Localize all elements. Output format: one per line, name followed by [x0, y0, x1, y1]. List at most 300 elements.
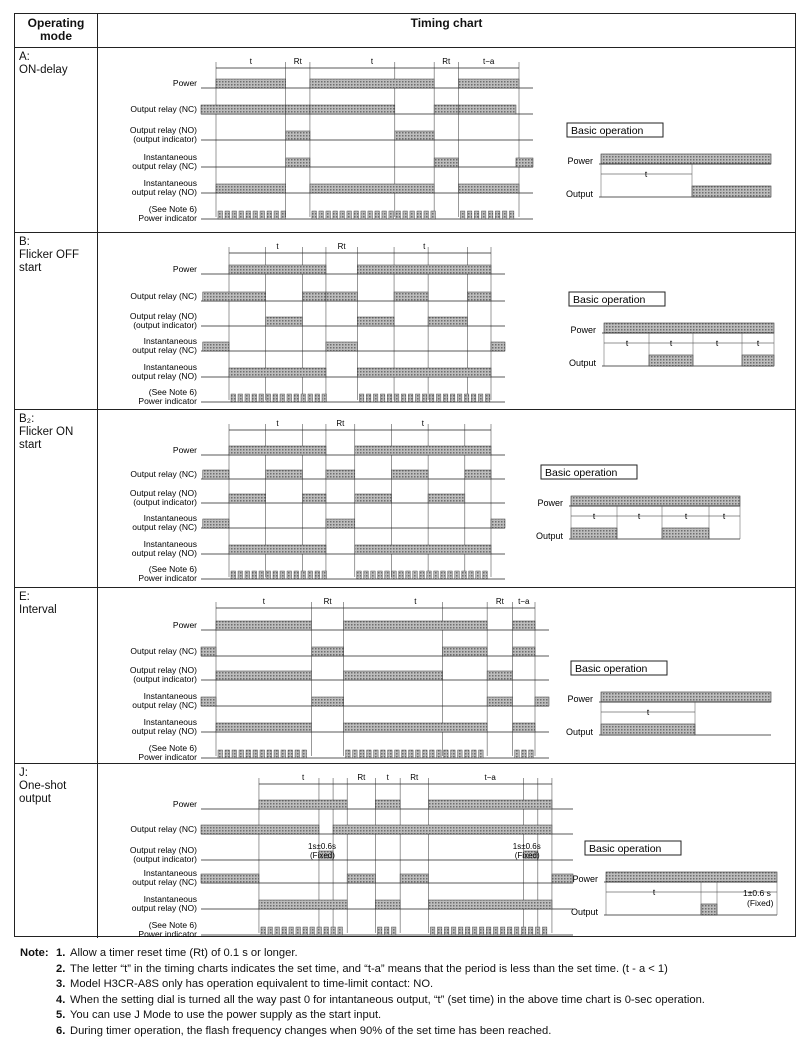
signal-pulse [312, 697, 344, 706]
power-indicator-flash [310, 927, 315, 935]
power-indicator-flash [394, 394, 399, 402]
signal-pulse [216, 671, 312, 680]
power-indicator-flash [385, 571, 390, 579]
power-indicator-flash [360, 750, 365, 758]
signal-pulse [259, 900, 347, 909]
fixed-label: (Fixed) [514, 851, 540, 860]
basic-time-label: t [652, 887, 656, 897]
reset-time-label: Rt [357, 773, 366, 782]
signal-pulse [229, 265, 326, 274]
power-indicator-flash [340, 211, 345, 219]
basic-power-bar [601, 154, 771, 164]
power-indicator-flash [422, 394, 427, 402]
signal-pulse [344, 723, 488, 732]
signal-pulse [394, 292, 428, 301]
signal-label: Power indicator [138, 573, 197, 583]
power-indicator-flash [493, 927, 498, 935]
signal-label: Power [172, 799, 197, 809]
signal-pulse [310, 105, 395, 114]
power-indicator-flash [338, 927, 343, 935]
basic-power-label: Power [572, 874, 598, 884]
power-indicator-flash [424, 211, 429, 219]
signal-pulse [266, 317, 303, 326]
signal-pulse [428, 494, 465, 503]
signal-pulse [513, 621, 535, 630]
power-indicator-flash [377, 927, 382, 935]
power-indicator-flash [239, 211, 244, 219]
signal-pulse [552, 874, 573, 883]
basic-power-label: Power [567, 156, 593, 166]
signal-pulse [434, 105, 458, 114]
power-indicator-flash [308, 394, 313, 402]
power-indicator-flash [464, 394, 469, 402]
power-indicator-flash [542, 927, 547, 935]
power-indicator-flash [245, 571, 250, 579]
power-indicator-flash [380, 394, 385, 402]
basic-power-label: Power [537, 498, 563, 508]
power-indicator-flash [410, 211, 415, 219]
basic-operation-title: Basic operation [545, 467, 618, 479]
power-indicator-flash [252, 571, 257, 579]
power-indicator-flash [308, 571, 313, 579]
power-indicator-flash [409, 750, 414, 758]
power-indicator-flash [522, 750, 527, 758]
signal-pulse [286, 105, 310, 114]
power-indicator-flash [434, 571, 439, 579]
signal-label: Output relay (NC) [130, 104, 197, 114]
power-indicator-flash [218, 750, 223, 758]
header-operating-mode: Operating mode [15, 14, 98, 48]
power-indicator-flash [319, 211, 324, 219]
signal-label: output relay (NC) [132, 522, 197, 532]
power-indicator-flash [301, 571, 306, 579]
power-indicator-flash [415, 394, 420, 402]
signal-label: Instantaneous [143, 178, 197, 188]
power-indicator-flash [502, 211, 507, 219]
header-timing-chart: Timing chart [98, 14, 795, 48]
power-indicator-flash [437, 750, 442, 758]
power-indicator-flash [382, 211, 387, 219]
signal-pulse [491, 519, 505, 528]
power-indicator-flash [266, 571, 271, 579]
basic-time-label: t [646, 707, 650, 717]
signal-label: (output indicator) [133, 497, 197, 507]
basic-output-label: Output [565, 189, 593, 199]
basic-time-label: t [722, 511, 726, 521]
power-indicator-flash [451, 750, 456, 758]
signal-label: Output relay (NC) [130, 291, 197, 301]
signal-pulse [428, 317, 467, 326]
power-indicator-flash [500, 927, 505, 935]
power-indicator-flash [225, 750, 230, 758]
signal-label: (output indicator) [133, 854, 197, 864]
basic-output-pulse [649, 355, 693, 366]
power-indicator-flash [514, 927, 519, 935]
set-time-label: t [262, 597, 265, 606]
power-indicator-flash [535, 927, 540, 935]
power-indicator-flash [366, 394, 371, 402]
signal-pulse [310, 184, 434, 193]
power-indicator-flash [462, 571, 467, 579]
power-indicator-flash [374, 750, 379, 758]
basic-time-label: t [637, 511, 641, 521]
signal-label: Instantaneous [143, 717, 197, 727]
basic-operation-title: Basic operation [575, 663, 648, 675]
signal-pulse [216, 79, 286, 88]
timing-chart-table [14, 13, 796, 937]
signal-pulse [428, 900, 552, 909]
basic-power-bar [571, 496, 740, 506]
signal-pulse [229, 494, 266, 503]
signal-label: Power [172, 78, 197, 88]
signal-pulse [302, 292, 326, 301]
power-indicator-flash [259, 571, 264, 579]
power-indicator-flash [268, 927, 273, 935]
power-indicator-flash [444, 927, 449, 935]
signal-label: (output indicator) [133, 674, 197, 684]
signal-pulse [355, 494, 392, 503]
basic-power-bar [601, 692, 771, 702]
signal-label: (See Note 6) [148, 743, 197, 753]
power-indicator-flash [486, 927, 491, 935]
mode-name: ON-delay [19, 64, 68, 76]
signal-pulse [229, 446, 326, 455]
signal-label: (See Note 6) [148, 387, 197, 397]
timing-diagram-j [99, 764, 796, 937]
power-indicator-flash [443, 394, 448, 402]
set-time-label: t [386, 773, 389, 782]
signal-pulse [458, 105, 516, 114]
power-indicator-flash [472, 927, 477, 935]
signal-label: output relay (NC) [132, 700, 197, 710]
power-indicator-flash [483, 571, 488, 579]
signal-label: (See Note 6) [148, 920, 197, 930]
signal-pulse [286, 131, 310, 140]
power-indicator-flash [267, 211, 272, 219]
mode-cell-e [15, 588, 98, 763]
power-indicator-flash [430, 927, 435, 935]
signal-label: Instantaneous [143, 539, 197, 549]
note-item: 4. When the setting dial is turned all the way past 0 for intantaneous output, “t” (set time) in the above time chart is 0-sec operation. [56, 993, 705, 1006]
power-indicator-flash [465, 750, 470, 758]
power-indicator-flash [280, 394, 285, 402]
basic-output-label: Output [535, 531, 563, 541]
signal-pulse [326, 292, 357, 301]
power-indicator-flash [476, 571, 481, 579]
power-indicator-flash [402, 750, 407, 758]
power-indicator-flash [401, 394, 406, 402]
power-indicator-flash [457, 394, 462, 402]
power-indicator-flash [529, 750, 534, 758]
basic-output-pulse [742, 355, 774, 366]
set-time-label: t−a [484, 773, 496, 782]
basic-power-bar [604, 323, 774, 333]
signal-pulse [400, 874, 428, 883]
signal-pulse [344, 621, 488, 630]
basic-time-label: t [644, 169, 648, 179]
reset-time-label: Rt [410, 773, 419, 782]
set-time-label: t [414, 597, 417, 606]
one-second-label: 1s±0.6s [308, 842, 336, 851]
power-indicator-flash [378, 571, 383, 579]
signal-pulse [355, 545, 491, 554]
signal-pulse [344, 671, 443, 680]
power-indicator-flash [406, 571, 411, 579]
power-indicator-flash [333, 211, 338, 219]
notes [20, 946, 800, 1040]
set-time-label: t [421, 419, 424, 428]
power-indicator-flash [324, 927, 329, 935]
power-indicator-flash [302, 750, 307, 758]
power-indicator-flash [448, 571, 453, 579]
basic-time-label: t [684, 511, 688, 521]
signal-label: output relay (NC) [132, 877, 197, 887]
basic-output-label: Output [570, 907, 598, 917]
power-indicator-flash [399, 571, 404, 579]
signal-label: Instantaneous [143, 152, 197, 162]
power-indicator-flash [450, 394, 455, 402]
power-indicator-flash [253, 750, 258, 758]
power-indicator-flash [357, 571, 362, 579]
power-indicator-flash [437, 927, 442, 935]
signal-pulse [458, 79, 519, 88]
power-indicator-flash [460, 211, 465, 219]
power-indicator-flash [359, 394, 364, 402]
signal-pulse [201, 697, 216, 706]
power-indicator-flash [246, 750, 251, 758]
basic-output-pulse [692, 186, 771, 197]
one-second-label: 1s±0.6s [512, 842, 541, 851]
mode-name: start [19, 262, 42, 274]
power-indicator-flash [287, 394, 292, 402]
mode-cell-b2 [15, 410, 98, 587]
basic-operation-title: Basic operation [589, 843, 662, 855]
signal-pulse [391, 470, 428, 479]
reset-time-label: Rt [323, 597, 332, 606]
set-time-label: t [423, 242, 426, 251]
power-indicator-flash [275, 927, 280, 935]
mode-cell-a [15, 48, 98, 232]
basic-operation-title: Basic operation [573, 294, 646, 306]
power-indicator-flash [367, 750, 372, 758]
power-indicator-flash [252, 394, 257, 402]
basic-power-bar [606, 872, 777, 882]
power-indicator-flash [232, 750, 237, 758]
signal-label: Instantaneous [143, 362, 197, 372]
power-indicator-flash [515, 750, 520, 758]
power-indicator-flash [528, 927, 533, 935]
power-indicator-flash [296, 927, 301, 935]
signal-label: (output indicator) [133, 320, 197, 330]
signal-pulse [326, 470, 355, 479]
power-indicator-flash [392, 571, 397, 579]
power-indicator-flash [478, 394, 483, 402]
basic-time-label: t [592, 511, 596, 521]
signal-pulse [201, 647, 216, 656]
power-indicator-flash [260, 750, 265, 758]
signal-pulse [286, 158, 310, 167]
power-indicator-flash [331, 927, 336, 935]
reset-time-label: Rt [336, 419, 345, 428]
power-indicator-flash [423, 750, 428, 758]
signal-pulse [516, 158, 533, 167]
power-indicator-flash [521, 927, 526, 935]
signal-pulse [326, 519, 355, 528]
reset-time-label: Rt [495, 597, 504, 606]
power-indicator-flash [481, 211, 486, 219]
timing-diagram-b2 [99, 410, 796, 587]
power-indicator-flash [488, 211, 493, 219]
mode-letter: E: [19, 591, 30, 603]
signal-label: output relay (NO) [131, 187, 197, 197]
signal-pulse [216, 723, 312, 732]
power-indicator-flash [455, 571, 460, 579]
note-item: 6. During timer operation, the flash frequency changes when 90% of the set time has been reached. [56, 1024, 552, 1037]
power-indicator-flash [218, 211, 223, 219]
set-time-label: t−a [518, 597, 530, 606]
power-indicator-flash [295, 750, 300, 758]
power-indicator-flash [274, 211, 279, 219]
signal-pulse [487, 671, 513, 680]
signal-pulse [203, 519, 229, 528]
power-indicator-flash [472, 750, 477, 758]
set-time-label: t [301, 773, 305, 782]
power-indicator-flash [287, 571, 292, 579]
power-indicator-flash [347, 211, 352, 219]
signal-label: Power [172, 620, 197, 630]
signal-label: Instantaneous [143, 894, 197, 904]
power-indicator-flash [371, 571, 376, 579]
power-indicator-flash [417, 211, 422, 219]
set-time-label: t [276, 419, 279, 428]
set-time-label: t [276, 242, 279, 251]
power-indicator-flash [384, 927, 389, 935]
basic-power-label: Power [567, 694, 593, 704]
power-indicator-flash [266, 394, 271, 402]
signal-label: output relay (NO) [131, 726, 197, 736]
signal-pulse [513, 723, 535, 732]
signal-pulse [357, 317, 394, 326]
signal-pulse [355, 446, 491, 455]
power-indicator-flash [261, 927, 266, 935]
power-indicator-flash [353, 750, 358, 758]
mode-name: Interval [19, 604, 57, 616]
power-indicator-flash [436, 394, 441, 402]
signal-pulse [201, 105, 286, 114]
power-indicator-flash [458, 750, 463, 758]
power-indicator-flash [413, 571, 418, 579]
power-indicator-flash [315, 571, 320, 579]
power-indicator-flash [403, 211, 408, 219]
signal-label: output relay (NO) [131, 903, 197, 913]
signal-pulse [357, 368, 491, 377]
signal-pulse [395, 131, 434, 140]
power-indicator-flash [322, 571, 327, 579]
signal-label: (See Note 6) [148, 204, 197, 214]
signal-pulse [535, 697, 549, 706]
signal-label: Instantaneous [143, 868, 197, 878]
signal-label: output relay (NO) [131, 548, 197, 558]
power-indicator-flash [315, 394, 320, 402]
power-indicator-flash [387, 394, 392, 402]
signal-label: Instantaneous [143, 513, 197, 523]
basic-time-label: t [756, 338, 760, 348]
mode-letter: A: [19, 51, 30, 63]
signal-pulse [203, 342, 229, 351]
power-indicator-flash [474, 211, 479, 219]
power-indicator-flash [246, 211, 251, 219]
signal-label: Instantaneous [143, 336, 197, 346]
signal-pulse [375, 800, 400, 809]
power-indicator-flash [479, 927, 484, 935]
signal-pulse [310, 79, 434, 88]
basic-time-label: t [715, 338, 719, 348]
reset-time-label: Rt [442, 57, 451, 66]
power-indicator-flash [326, 211, 331, 219]
power-indicator-flash [317, 927, 322, 935]
mode-row-e [15, 588, 795, 764]
power-indicator-flash [416, 750, 421, 758]
signal-pulse [326, 342, 357, 351]
signal-pulse [347, 874, 375, 883]
power-indicator-flash [373, 394, 378, 402]
basic-fixed-label: (Fixed) [747, 898, 774, 908]
power-indicator-flash [294, 394, 299, 402]
power-indicator-flash [396, 211, 401, 219]
power-indicator-flash [427, 571, 432, 579]
signal-pulse [491, 342, 505, 351]
mode-letter: B₂: [19, 413, 35, 425]
signal-pulse [216, 621, 312, 630]
signal-label: Output relay (NO) [129, 665, 197, 675]
signal-pulse [465, 470, 491, 479]
signal-label: Output relay (NO) [129, 125, 197, 135]
power-indicator-flash [444, 750, 449, 758]
power-indicator-flash [495, 211, 500, 219]
signal-label: Power indicator [138, 929, 197, 937]
power-indicator-flash [274, 750, 279, 758]
power-indicator-flash [451, 927, 456, 935]
signal-pulse [229, 545, 326, 554]
basic-time-label: t [669, 338, 673, 348]
power-indicator-flash [431, 211, 436, 219]
signal-pulse [442, 647, 487, 656]
power-indicator-flash [282, 927, 287, 935]
signal-pulse [434, 158, 458, 167]
power-indicator-flash [430, 750, 435, 758]
power-indicator-flash [509, 211, 514, 219]
signal-label: Output relay (NC) [130, 469, 197, 479]
power-indicator-flash [238, 571, 243, 579]
note-item: Note: 1. Allow a timer reset time (Rt) of 0.1 s or longer. [20, 946, 800, 962]
signal-label: Power [172, 445, 197, 455]
power-indicator-flash [395, 750, 400, 758]
basic-output-pulse [662, 528, 709, 539]
power-indicator-flash [303, 927, 308, 935]
signal-label: (output indicator) [133, 134, 197, 144]
power-indicator-flash [388, 750, 393, 758]
power-indicator-flash [364, 571, 369, 579]
power-indicator-flash [281, 750, 286, 758]
power-indicator-flash [485, 394, 490, 402]
power-indicator-flash [260, 211, 265, 219]
signal-label: Power indicator [138, 396, 197, 406]
power-indicator-flash [225, 211, 230, 219]
power-indicator-flash [391, 927, 396, 935]
mode-name: Flicker ON [19, 426, 74, 438]
signal-pulse [513, 647, 535, 656]
note-item: 2. The letter “t” in the timing charts indicates the set time, and “t-a” means that the period is less than the set time. (t - a < 1) [56, 962, 668, 975]
